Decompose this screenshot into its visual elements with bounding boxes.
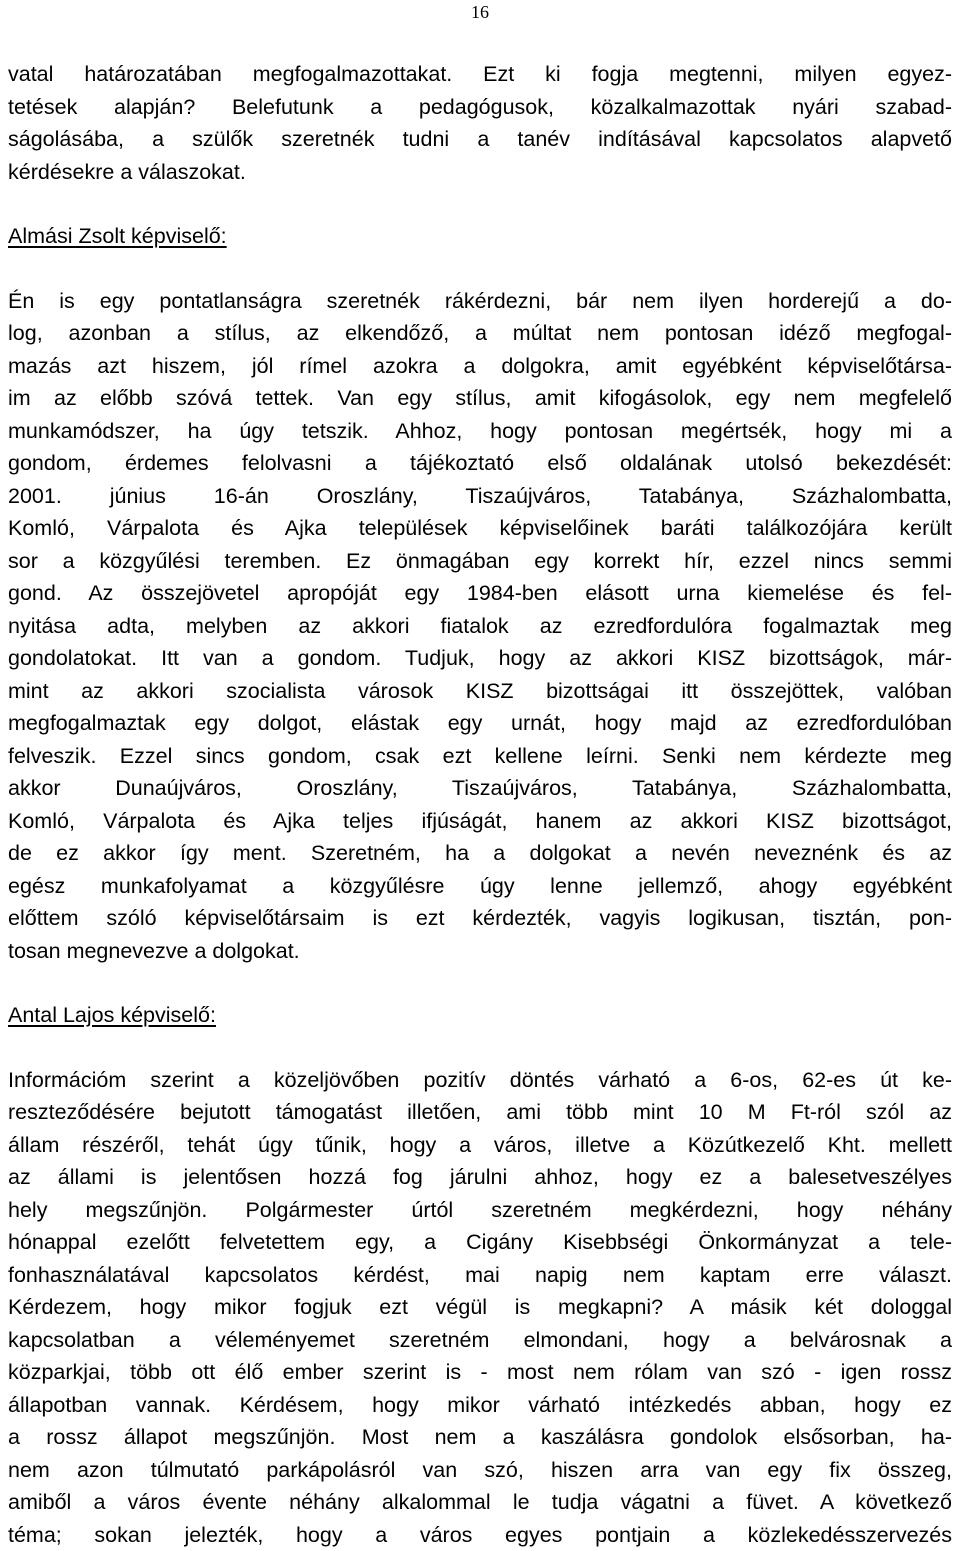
text-line: amiből a város évente néhány alkalommal le tudja vágatni a füvet. A következő [8, 1486, 952, 1519]
text-line: vatal határozatában megfogalmazottakat. Ezt ki fogja megtenni, milyen egyez- [8, 58, 952, 91]
text-line: gond. Az összejövetel apropóját egy 1984-ben elásott urna kiemelése és fel- [8, 577, 952, 610]
text-line: téma; sokan jelezték, hogy a város egyes pontjain a közlekedésszervezés [8, 1519, 952, 1551]
text-line: log, azonban a stílus, az elkendőző, a múltat nem pontosan idéző megfogal- [8, 317, 952, 350]
speaker-heading-antal: Antal Lajos képviselő: [8, 999, 952, 1032]
text-line: állapotban vannak. Kérdésem, hogy mikor várható intézkedés abban, hogy ez [8, 1389, 952, 1422]
text-line: im az előbb szóvá tettek. Van egy stílus, amit kifogásolok, egy nem megfelelő [8, 382, 952, 415]
text-line: közparkjai, több ott élő ember szerint is - most nem rólam van szó - igen rossz [8, 1356, 952, 1389]
text-line: előttem szóló képviselőtársaim is ezt kérdezték, vagyis logikusan, tisztán, pon- [8, 902, 952, 935]
intro-paragraph [8, 58, 952, 188]
speaker-heading-almasi: Almási Zsolt képviselő: [8, 220, 952, 253]
text-line: Kérdezem, hogy mikor fogjuk ezt végül is megkapni? A másik két dologgal [8, 1291, 952, 1324]
speech-paragraph-antal [8, 1064, 952, 1551]
text-line: Komló, Várpalota és Ajka teljes ifjúságát, hanem az akkori KISZ bizottságot, [8, 805, 952, 838]
text-line: de ez akkor így ment. Szeretném, ha a dolgokat a nevén neveznénk és az [8, 837, 952, 870]
text-line: Komló, Várpalota és Ajka települések képviselőinek baráti találkozójára került [8, 512, 952, 545]
text-line: Információm szerint a közeljövőben pozitív döntés várható a 6-os, 62-es út ke- [8, 1064, 952, 1097]
text-line: nyitása adta, melyben az akkori fiatalok az ezredfordulóra fogalmaztak meg [8, 610, 952, 643]
text-line: Én is egy pontatlanságra szeretnék rákérdezni, bár nem ilyen horderejű a do- [8, 285, 952, 318]
text-line: kapcsolatban a véleményemet szeretném elmondani, hogy a belvárosnak a [8, 1324, 952, 1357]
text-line: gondolatokat. Itt van a gondom. Tudjuk, hogy az akkori KISZ bizottságok, már- [8, 642, 952, 675]
text-line: munkamódszer, ha úgy tetszik. Ahhoz, hogy pontosan megértsék, hogy mi a [8, 415, 952, 448]
text-line: hely megszűnjön. Polgármester úrtól szeretném megkérdezni, hogy néhány [8, 1194, 952, 1227]
text-line: hónappal ezelőtt felvetettem egy, a Cigány Kisebbségi Önkormányzat a tele- [8, 1226, 952, 1259]
text-line: gondom, érdemes felolvasni a tájékoztató első oldalának utolsó bekezdését: [8, 447, 952, 480]
text-line: 2001. június 16-án Oroszlány, Tiszaújváros, Tatabánya, Százhalombatta, [8, 480, 952, 513]
text-line: egész munkafolyamat a közgyűlésre úgy lenne jellemző, ahogy egyébként [8, 870, 952, 903]
text-line: reszteződésére bejutott támogatást illetően, ami több mint 10 M Ft-ról szól az [8, 1096, 952, 1129]
text-line: megfogalmaztak egy dolgot, elástak egy urnát, hogy majd az ezredfordulóban [8, 707, 952, 740]
speech-paragraph-almasi [8, 285, 952, 968]
text-line: tosan megnevezve a dolgokat. [8, 935, 952, 968]
document-body [8, 58, 952, 1551]
text-line: mint az akkori szocialista városok KISZ bizottságai itt összejöttek, valóban [8, 675, 952, 708]
text-line: tetések alapján? Belefutunk a pedagógusok, közalkalmazottak nyári szabad- [8, 91, 952, 124]
text-line: mazás azt hiszem, jól rímel azokra a dolgokra, amit egyébként képviselőtársa- [8, 350, 952, 383]
text-line: nem azon túlmutató parkápolásról van szó, hiszen arra van egy fix összeg, [8, 1454, 952, 1487]
page-number: 16 [468, 2, 492, 23]
text-line: sor a közgyűlési teremben. Ez önmagában egy korrekt hír, ezzel nincs semmi [8, 545, 952, 578]
text-line: állam részéről, tehát úgy tűnik, hogy a város, illetve a Közútkezelő Kht. mellett [8, 1129, 952, 1162]
text-line: a rossz állapot megszűnjön. Most nem a kaszálásra gondolok elsősorban, ha- [8, 1421, 952, 1454]
text-line: felveszik. Ezzel sincs gondom, csak ezt kellene leírni. Senki nem kérdezte meg [8, 740, 952, 773]
text-line: kérdésekre a válaszokat. [8, 156, 952, 189]
text-line: akkor Dunaújváros, Oroszlány, Tiszaújváros, Tatabánya, Százhalombatta, [8, 772, 952, 805]
text-line: ságolásába, a szülők szeretnék tudni a tanév indításával kapcsolatos alapvető [8, 123, 952, 156]
text-line: fonhasználatával kapcsolatos kérdést, mai napig nem kaptam erre választ. [8, 1259, 952, 1292]
text-line: az állami is jelentősen hozzá fog járulni ahhoz, hogy ez a balesetveszélyes [8, 1161, 952, 1194]
